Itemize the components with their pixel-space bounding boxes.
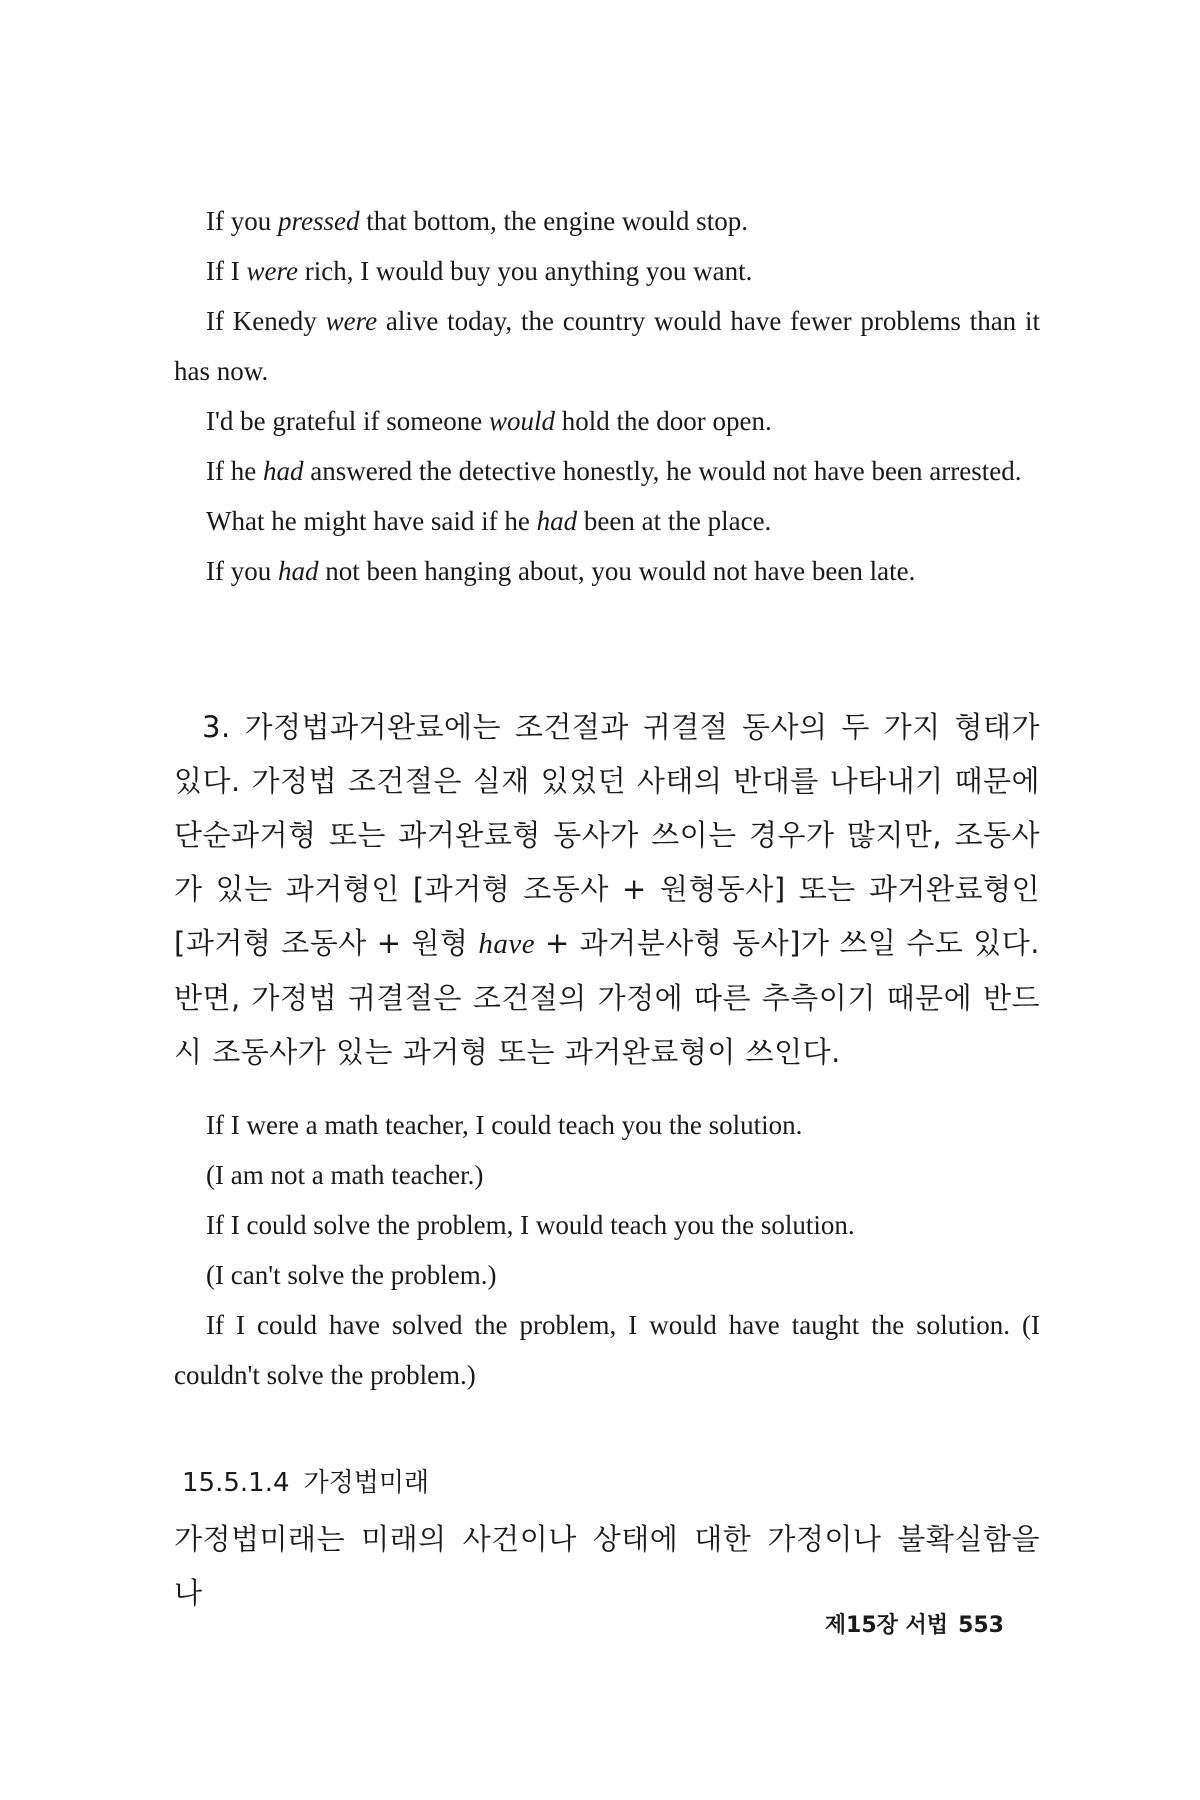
example-note: (I can't solve the problem.) xyxy=(206,1260,497,1290)
examples-block-1 xyxy=(174,196,1040,596)
example-sentence: If I could have solved the problem, I would have taught the solution. (I couldn't solve the problem.) xyxy=(174,1310,1040,1390)
example-sentence: I'd be grateful if someone would hold the door open. xyxy=(206,406,772,436)
page-footer xyxy=(815,1608,1004,1639)
section-heading xyxy=(182,1463,443,1503)
example-sentence: What he might have said if he had been at the place. xyxy=(206,506,772,536)
example-sentence: If Kenedy were alive today, the country would have fewer problems than it has now. xyxy=(174,306,1040,386)
example-sentence: If he had answered the detective honestly, he would not have been arrested. xyxy=(206,456,1022,486)
example-sentence: If I could solve the problem, I would teach you the solution. xyxy=(206,1210,855,1240)
paragraph-3 xyxy=(174,700,1040,1079)
example-sentence: If I were rich, I would buy you anything you want. xyxy=(206,256,753,286)
section-body: 가정법미래는 미래의 사건이나 상태에 대한 가정이나 불확실함을 나 xyxy=(174,1522,1040,1610)
page-number: 553 xyxy=(958,1613,1004,1638)
examples-block-2 xyxy=(174,1100,1040,1400)
section-number: 15.5.1.4 xyxy=(182,1468,290,1498)
example-sentence: If I were a math teacher, I could teach you the solution. xyxy=(206,1110,803,1140)
section-title: 가정법미래 xyxy=(303,1468,430,1498)
example-note: (I am not a math teacher.) xyxy=(206,1160,484,1190)
body-paragraph: 3. 가정법과거완료에는 조건절과 귀결절 동사의 두 가지 형태가 있다. 가정법 조건절은 실재 있었던 사태의 반대를 나타내기 때문에 단순과거형 또는 과거완료형 동사가 쓰이는 경우가 많지만, 조동사가 있는 과거형인 [과거형 조동사 + 원형동사] 또는 과거완료형인 [과거형 조동사 + 원형 have + 과거분사형 동사]가 쓰일 수도 있다. 반면, 가정법 귀결절은 조건절의 가정에 따른 추측이기 때문에 반드시 조동사가 있는 과거형 또는 과거완료형이 쓰인다. xyxy=(174,710,1040,1069)
example-sentence: If you pressed that bottom, the engine would stop. xyxy=(206,206,748,236)
example-sentence: If you had not been hanging about, you would not have been late. xyxy=(206,556,916,586)
chapter-label: 제15장 서법 xyxy=(824,1613,949,1638)
